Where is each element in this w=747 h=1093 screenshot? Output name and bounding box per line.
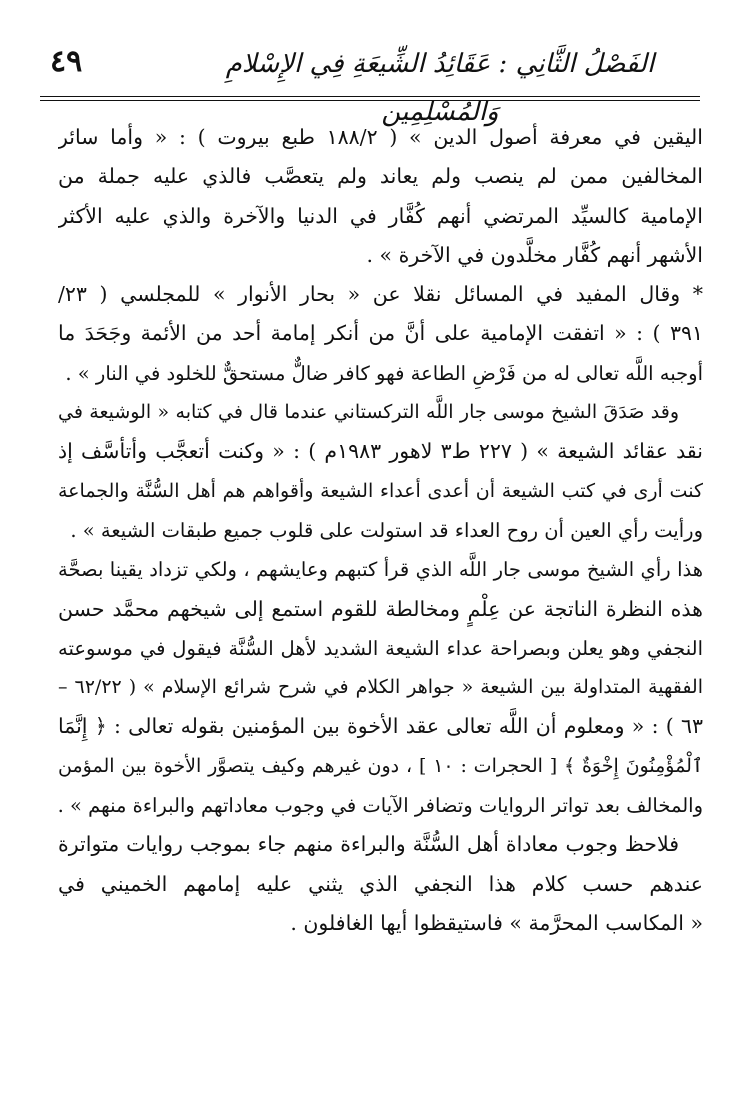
text-line: ورأيت رأي العين أن روح العداء قد استولت على قلوب جميع طبقات الشيعة » . (70, 518, 703, 542)
text-line: ٱلْمُؤْمِنُونَ إِخْوَةٌ ﴾ [ الحجرات : ١٠ ] ، دون غيرهم وكيف يتصوَّر الأخوة بين المؤمن (58, 754, 703, 777)
text-line: اليقين في معرفة أصول الدين » ( ١٨٨/٢ طبع بيروت ) : « وأما سائر (58, 125, 703, 149)
text-line: وقد صَدَقَ الشيخ موسى جار اللَّه التركستاني عندما قال في كتابه « الوشيعة في (58, 401, 679, 424)
text-line: والمخالف بعد تواتر الروايات وتضافر الآيات في وجوب معاداتهم والبراءة منهم » . (58, 794, 703, 818)
text-line: ٦٣ ) : « ومعلوم أن اللَّه تعالى عقد الأخوة بين المؤمنين بقوله تعالى : ﴿ إِنَّمَا (58, 714, 703, 739)
text-line: المخالفين ممن لم ينصب ولم يعاند ولم يتعصَّب فالذي عليه جملة من (58, 164, 703, 189)
text-line: فلاحظ وجوب معاداة أهل السُّنَّة والبراءة منهم جاء بموجب روايات متواترة (58, 832, 679, 857)
body-text (58, 118, 703, 1058)
text-line: * وقال المفيد في المسائل نقلا عن « بحار الأنوار » للمجلسي ( ٢٣/ (58, 282, 703, 307)
text-line: عندهم حسب كلام هذا النجفي الذي يثني عليه إمامهم الخميني في (58, 871, 703, 896)
text-line: هذا رأي الشيخ موسى جار اللَّه الذي قرأ كتبهم وعايشهم ، ولكي تزداد يقينا بصحَّة (58, 558, 703, 582)
page-number: ٤٩ (50, 44, 83, 79)
text-line: الفقهية المتداولة بين الشيعة « جواهر الكلام في شرح شرائع الإسلام » ( ٦٢/٢٢ – (58, 676, 703, 699)
text-line: هذه النظرة الناتجة عن عِلْمٍ ومخالطة للقوم استمع إلى شيخهم محمَّد حسن (58, 596, 703, 621)
page-header (40, 40, 700, 127)
text-line: أوجبه اللَّه تعالى له من فَرْضِ الطاعة فهو كافر ضالٌّ مستحقٌّ للخلود في النار » . (65, 361, 703, 385)
header-rule (40, 96, 700, 97)
text-line: « المكاسب المحرَّمة » فاستيقظوا أيها الغافلون . (290, 910, 703, 935)
text-line: نقد عقائد الشيعة » ( ٢٢٧ ط٣ لاهور ١٩٨٣م ) : « وكنت أتعجَّب وأتأسَّف إذ (58, 439, 703, 464)
header-rule-inner (40, 100, 700, 101)
text-line: الإمامية كالسيِّد المرتضي أنهم كُفَّار في الدنيا والآخرة والذي عليه الأكثر (58, 203, 703, 228)
text-line: الأشهر أنهم كُفَّار مخلَّدون في الآخرة » . (366, 242, 703, 267)
text-line: كنت أرى في كتب الشيعة أن أعدى أعداء الشيعة وأقواهم هم أهل السُّنَّة والجماعة (58, 479, 703, 502)
text-line: ٣٩١ ) : « اتفقت الإمامية على أنَّ من أنكر إمامة أحد من الأئمة وجَحَدَ ما (58, 321, 703, 346)
text-line: النجفي وهو يعلن وبصراحة عداء الشيعة الشديد لأهل السُّنَّة فيقول في موسوعته (58, 636, 703, 660)
running-title: الفَصْلُ الثَّانِي : عَقَائِدُ الشِّيعَةِ فِي الإِسْلامِ وَالمُسْلِمِين (225, 49, 655, 127)
